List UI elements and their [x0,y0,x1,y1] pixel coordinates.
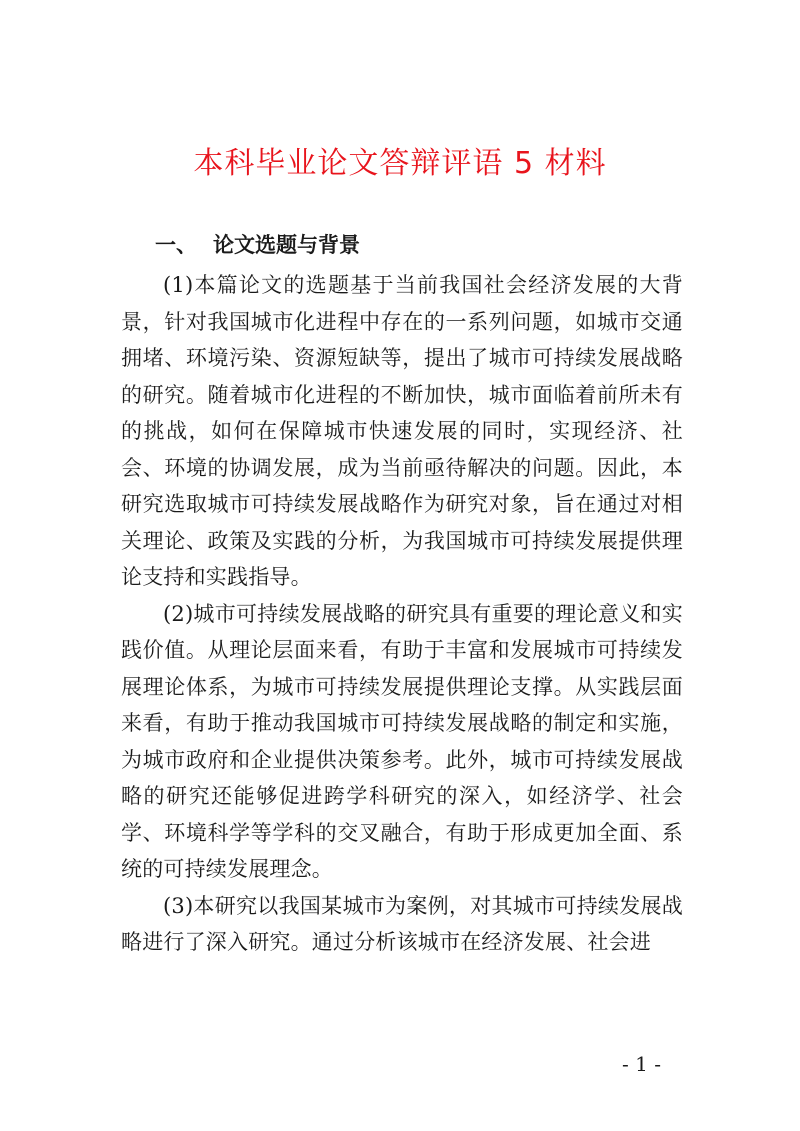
paragraph-3: (3)本研究以我国某城市为案例，对其城市可持续发展战略进行了深入研究。通过分析该城市在经济发展、社会进 [121,893,683,954]
document-title: 本科毕业论文答辩评语 5 材料 [193,146,607,181]
paragraph-1: (1)本篇论文的选题基于当前我国社会经济发展的大背景，针对我国城市化进程中存在的一系列问题，如城市交通拥堵、环境污染、资源短缺等，提出了城市可持续发展战略的研究。随着城市化进程的不断加快，城市面临着前所未有的挑战，如何在保障城市快速发展的同时，实现经济、社会、环境的协调发展，成为当前亟待解决的问题。因此，本研究选取城市可持续发展战略作为研究对象，旨在通过对相关理论、政策及实践的分析，为我国城市可持续发展提供理论支持和实践指导。 [121,273,683,589]
section-heading [155,229,360,259]
page-number: - 1 - [622,1052,661,1076]
section-number: 一、 [155,233,197,257]
document-body [121,267,683,961]
paragraph-2: (2)城市可持续发展战略的研究具有重要的理论意义和实践价值。从理论层面来看，有助于丰富和发展城市可持续发展理论体系，为城市可持续发展提供理论支撑。从实践层面来看，有助于推动我国城市可持续发展战略的制定和实施，为城市政府和企业提供决策参考。此外，城市可持续发展战略的研究还能够促进跨学科研究的深入，如经济学、社会学、环境科学等学科的交叉融合，有助于形成更加全面、系统的可持续发展理念。 [121,601,683,881]
section-heading-text: 论文选题与背景 [213,233,360,257]
